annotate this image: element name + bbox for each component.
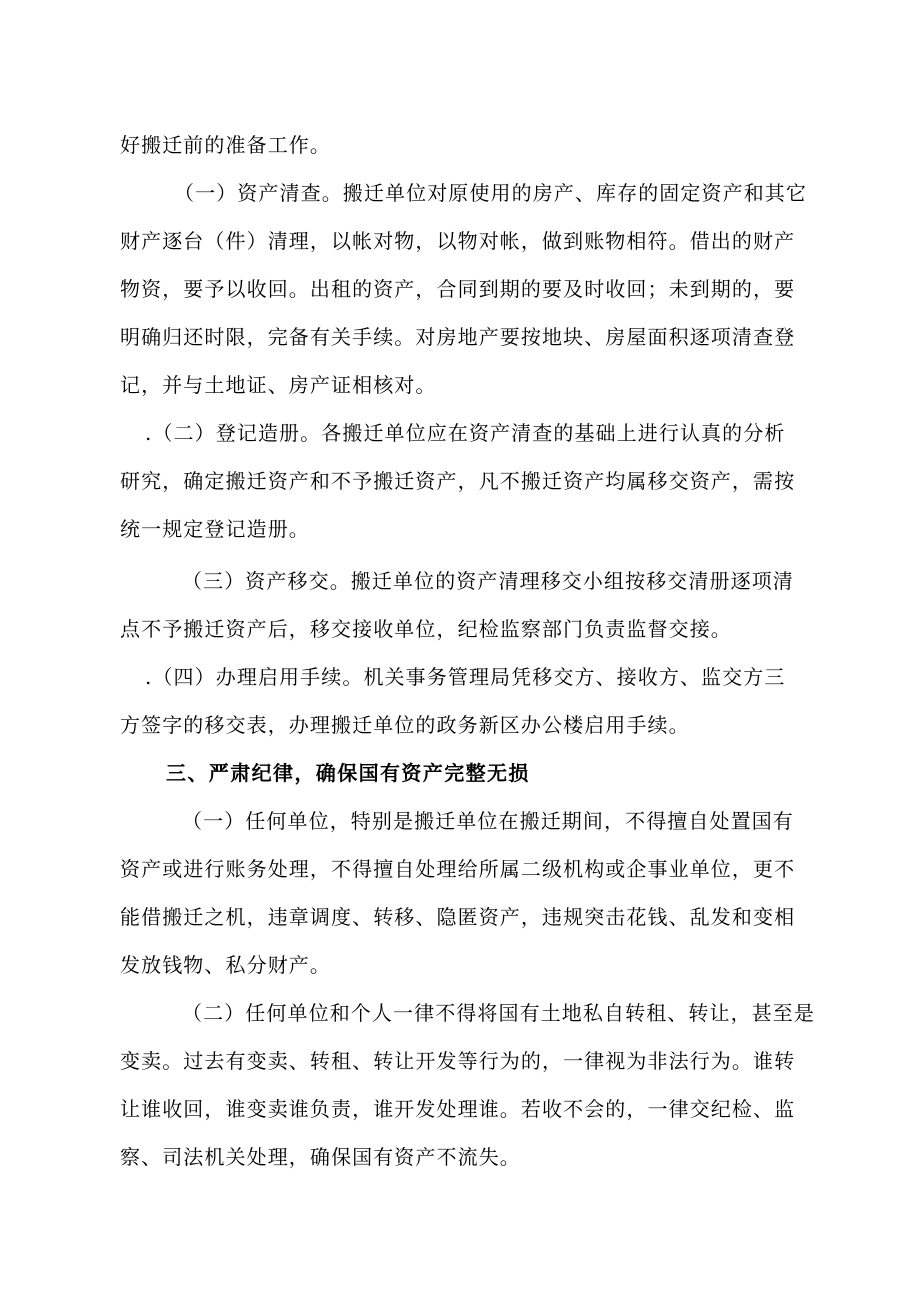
text-line: 发放钱物、私分财产。 bbox=[120, 953, 331, 977]
text-line: 能借搬迁之机，违章调度、转移、隐匿资产，违规突击花钱、乱发和变相 bbox=[120, 905, 796, 929]
text-line: 让谁收回，谁变卖谁负责，谁开发处理谁。若收不会的，一律交纪检、监 bbox=[120, 1097, 796, 1121]
text-line: 记，并与土地证、房产证相核对。 bbox=[120, 373, 437, 397]
text-line: （一）任何单位，特别是搬迁单位在搬迁期间，不得擅自处置国有 bbox=[182, 809, 794, 833]
text-line: 变卖。过去有变卖、转租、转让开发等行为的，一律视为非法行为。谁转 bbox=[120, 1049, 796, 1073]
text-line: 点不予搬迁资产后，移交接收单位，纪检监察部门负责监督交接。 bbox=[120, 617, 732, 641]
text-line: 统一规定登记造册。 bbox=[120, 517, 310, 541]
text-line: 明确归还时限，完备有关手续。对房地产要按地块、房屋面积逐项清查登 bbox=[120, 325, 796, 349]
text-line: （三）资产移交。搬迁单位的资产清理移交小组按移交清册逐项清 bbox=[182, 569, 794, 593]
text-line: .（四）办理启用手续。机关事务管理局凭移交方、接收方、监交方三 bbox=[145, 665, 786, 689]
text-line: （二）任何单位和个人一律不得将国有土地私自转租、转让，甚至是 bbox=[182, 1001, 815, 1025]
text-line: 财产逐台（件）清理，以帐对物，以物对帐，做到账物相符。借出的财产 bbox=[120, 229, 796, 253]
section-heading: 三、严肃纪律，确保国有资产完整无损 bbox=[166, 761, 530, 785]
text-line: 好搬迁前的准备工作。 bbox=[120, 133, 331, 157]
text-line: .（二）登记造册。各搬迁单位应在资产清查的基础上进行认真的分析 bbox=[145, 421, 786, 445]
text-line: （一）资产清查。搬迁单位对原使用的房产、库存的固定资产和其它 bbox=[174, 181, 807, 205]
text-line: 资产或进行账务处理，不得擅自处理给所属二级机构或企事业单位，更不 bbox=[120, 857, 796, 881]
text-line: 方签字的移交表，办理搬迁单位的政务新区办公楼启用手续。 bbox=[120, 713, 690, 737]
text-line: 物资，要予以收回。出租的资产，合同到期的要及时收回；未到期的，要 bbox=[120, 277, 796, 301]
text-line: 研究，确定搬迁资产和不予搬迁资产，凡不搬迁资产均属移交资产，需按 bbox=[120, 469, 796, 493]
text-line: 察、司法机关处理，确保国有资产不流失。 bbox=[120, 1145, 521, 1169]
